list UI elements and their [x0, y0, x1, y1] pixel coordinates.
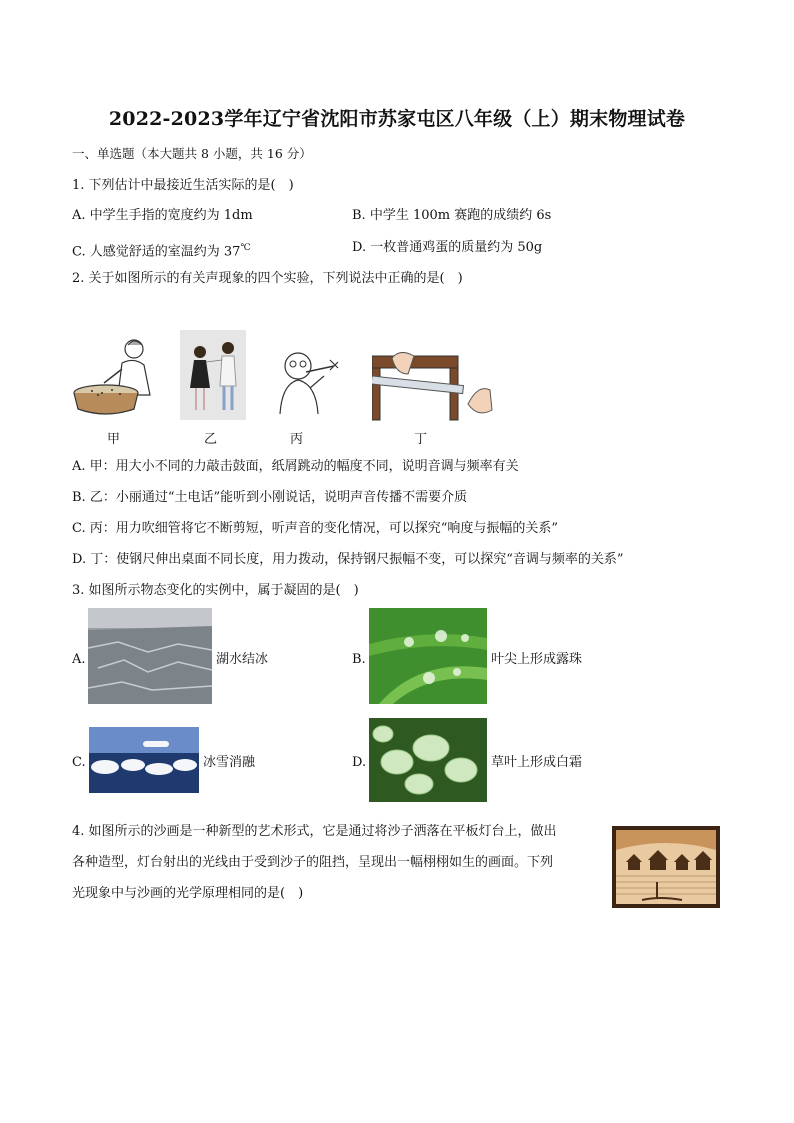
question-2-option-a: A. 甲：用大小不同的力敲击鼓面，纸屑跳动的幅度不同，说明音调与频率有关 — [72, 459, 519, 474]
option-c-letter: C. — [72, 755, 86, 770]
drum-experiment-figure — [72, 335, 164, 425]
question-2-option-b: B. 乙：小丽通过“土电话”能听到小刚说话，说明声音传播不需要介质 — [72, 490, 468, 505]
question-1-option-d: D. 一枚普通鸡蛋的质量约为 50g — [352, 240, 543, 255]
page-title: 2022-2023学年辽宁省沈阳市苏家屯区八年级（上）期末物理试卷 — [108, 108, 686, 130]
question-4-line-2: 各种造型，灯台射出的光线由于受到沙子的阻挡，呈现出一幅栩栩如生的画面。下列 — [72, 855, 554, 870]
question-1-option-b: B. 中学生 100m 赛跑的成绩约 6s — [352, 208, 552, 223]
melting-snow-photo — [89, 727, 199, 793]
option-c-caption: 冰雪消融 — [203, 755, 256, 770]
question-2-option-d: D. 丁：使钢尺伸出桌面不同长度，用力拨动，保持钢尺振幅不变，可以探究“音调与频率的关系” — [72, 552, 624, 567]
section-heading: 一、单选题（本大题共 8 小题，共 16 分） — [72, 146, 312, 161]
option-d-letter: D. — [352, 755, 367, 770]
option-c-unit: ℃ — [240, 243, 251, 253]
question-2-stem: 2. 关于如图所示的有关声现象的四个实验，下列说法中正确的是( ) — [72, 271, 463, 286]
option-a-caption: 湖水结冰 — [216, 652, 269, 667]
question-2-option-c: C. 丙：用力吹细管将它不断剪短，听声音的变化情况，可以探究“响度与振幅的关系” — [72, 521, 559, 536]
sand-painting-photo — [612, 826, 720, 908]
option-a-letter: A. — [72, 652, 86, 667]
frost-leaves-photo — [369, 718, 487, 802]
lake-ice-photo — [88, 608, 212, 704]
question-1-option-a: A. 中学生手指的宽度约为 1dm — [72, 208, 253, 223]
straw-whistle-figure — [270, 346, 348, 418]
string-telephone-figure — [180, 330, 246, 420]
question-4-line-3: 光现象中与沙画的光学原理相同的是( ) — [72, 886, 304, 901]
steel-ruler-figure — [372, 352, 498, 424]
option-b-letter: B. — [352, 652, 366, 667]
question-1-option-c — [72, 240, 251, 260]
figure-label-ding: 丁 — [414, 432, 428, 447]
figure-label-bing: 丙 — [290, 432, 304, 447]
option-c-text: C. 人感觉舒适的室温约为 37 — [72, 244, 241, 260]
question-1-stem: 1. 下列估计中最接近生活实际的是( ) — [72, 178, 294, 193]
question-4-line-1: 4. 如图所示的沙画是一种新型的艺术形式，它是通过将沙子洒落在平板灯台上，做出 — [72, 824, 557, 839]
option-b-caption: 叶尖上形成露珠 — [491, 652, 583, 667]
dew-drops-photo — [369, 608, 487, 704]
figure-label-jia: 甲 — [107, 432, 121, 447]
figure-label-yi: 乙 — [204, 432, 218, 447]
option-d-caption: 草叶上形成白霜 — [491, 755, 583, 770]
question-3-stem: 3. 如图所示物态变化的实例中，属于凝固的是( ) — [72, 583, 359, 598]
